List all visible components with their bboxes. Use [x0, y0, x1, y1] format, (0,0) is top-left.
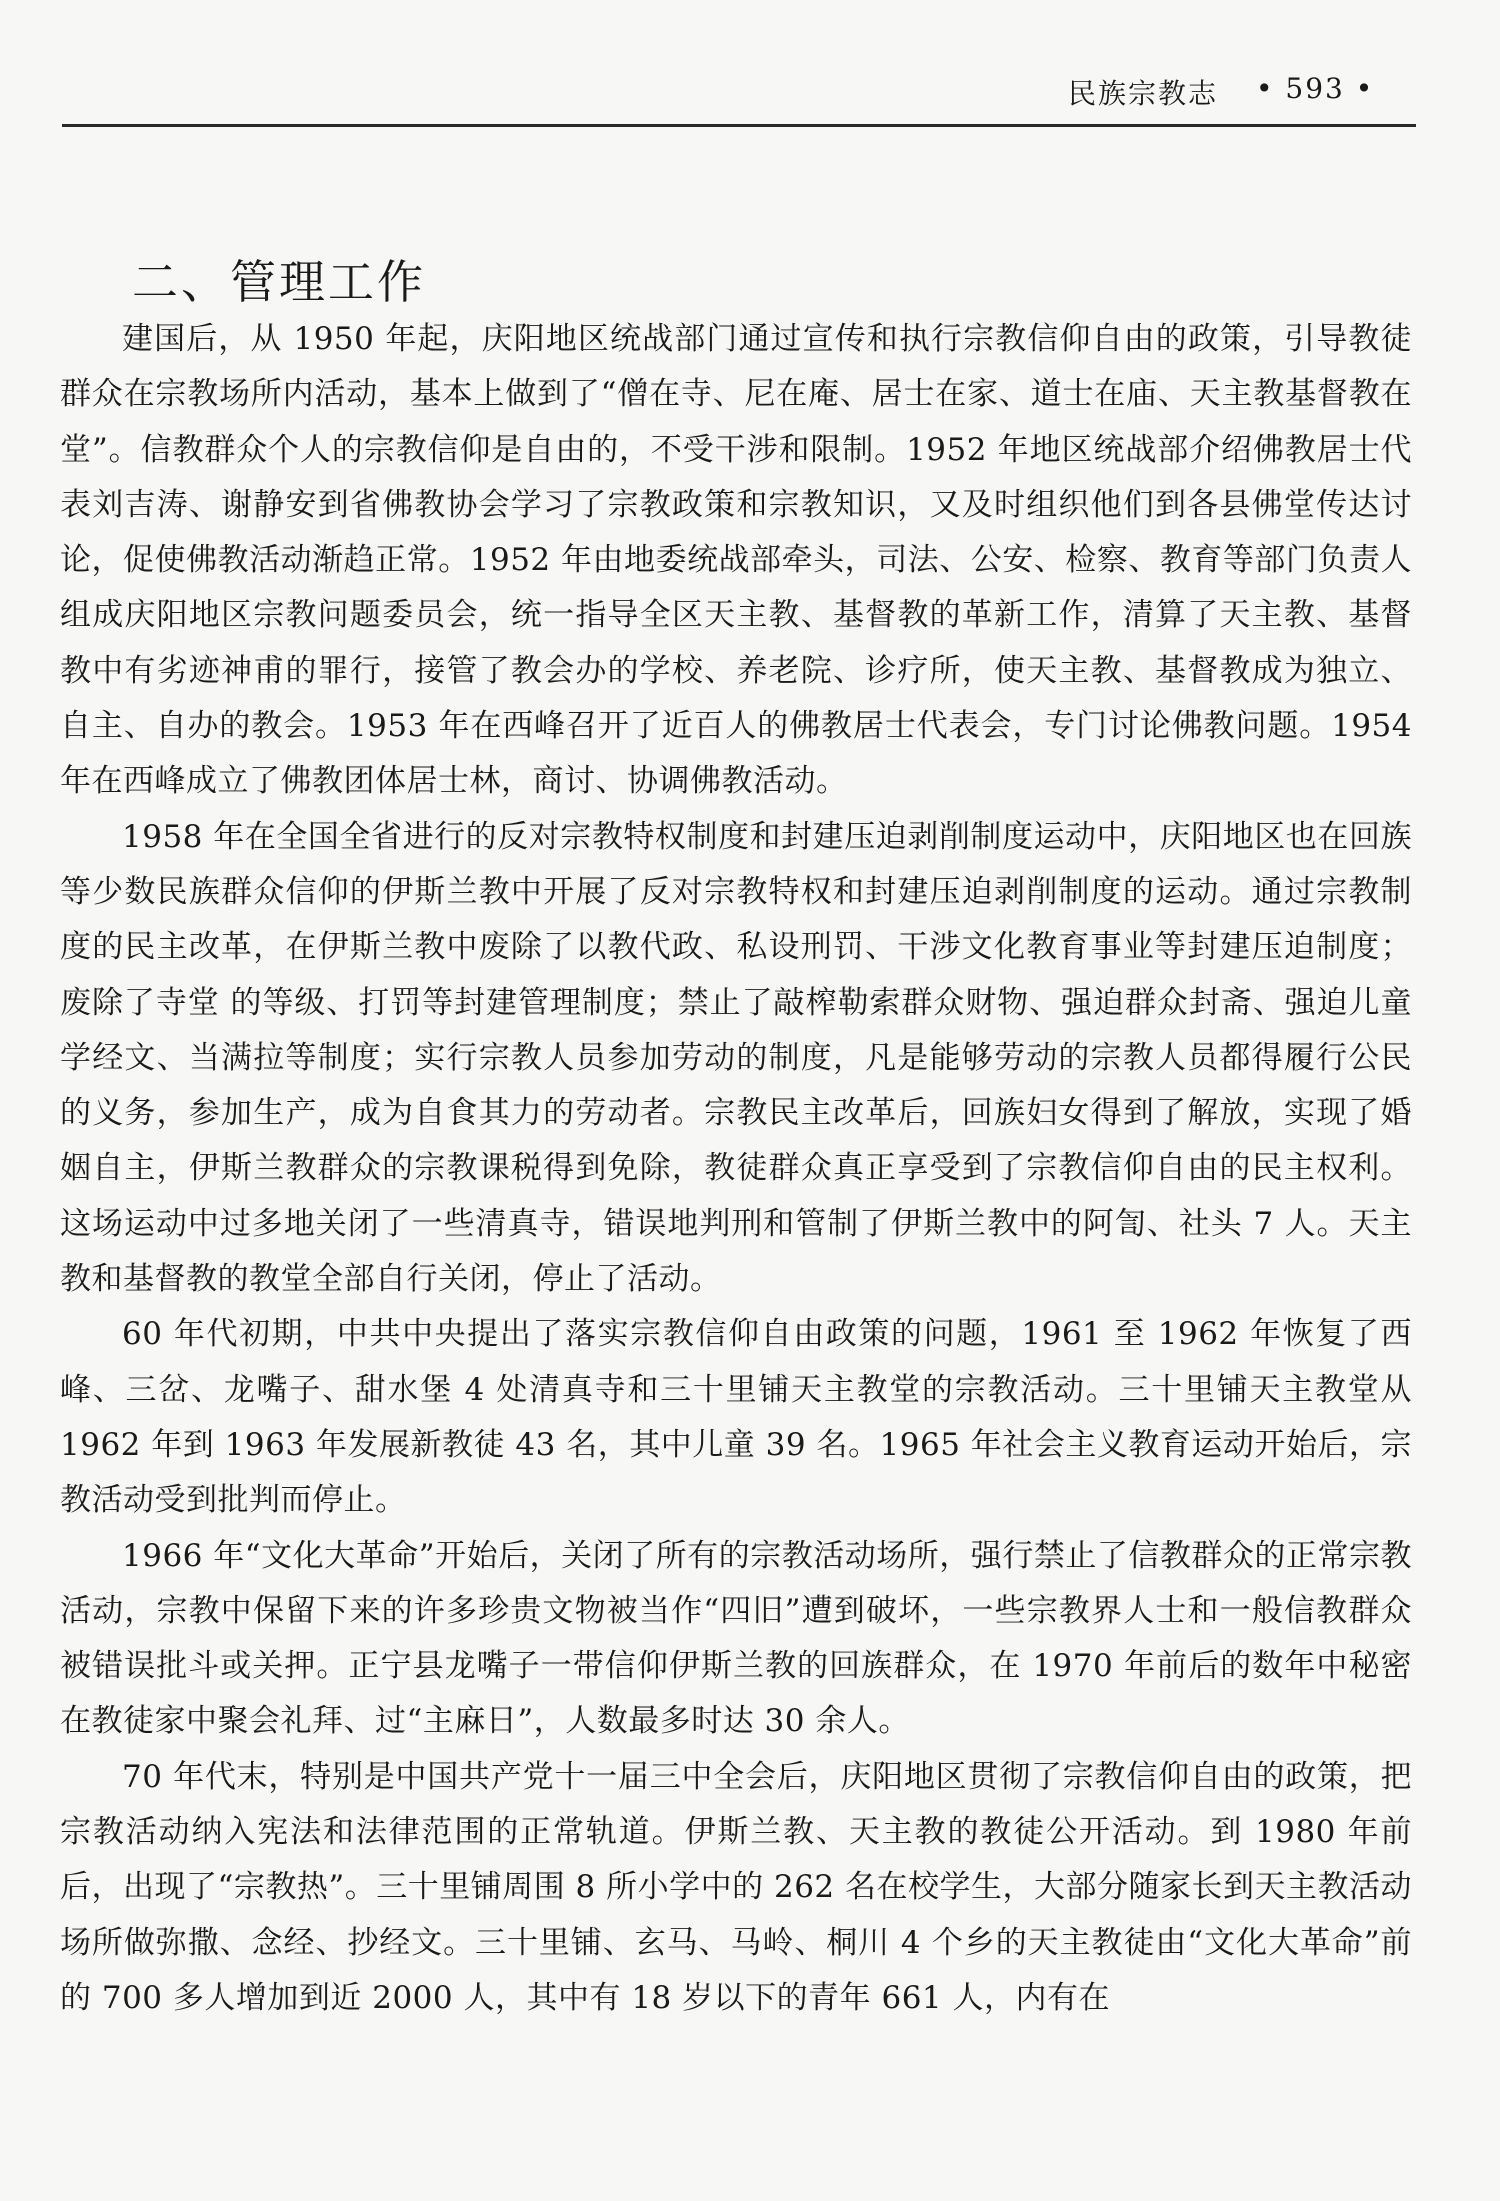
header-rule — [62, 124, 1416, 127]
paragraph-2: 1958 年在全国全省进行的反对宗教特权制度和封建压迫剥削制度运动中，庆阳地区也在回族等少数民族群众信仰的伊斯兰教中开展了反对宗教特权和封建压迫剥削制度的运动。通过宗教制度的民主改革，在伊斯兰教中废除了以教代政、私设刑罚、干涉文化教育事业等封建压迫制度；废除了寺堂 的等级、打罚等封建管理制度；禁止了敲榨勒索群众财物、强迫群众封斋、强迫儿童学经文、当满拉等制度；实行宗教人员参加劳动的制度，凡是能够劳动的宗教人员都得履行公民的义务，参加生产，成为自食其力的劳动者。宗教民主改革后，回族妇女得到了解放，实现了婚姻自主，伊斯兰教群众的宗教课税得到免除，教徒群众真正享受到了宗教信仰自由的民主权利。这场运动中过多地关闭了一些清真寺，错误地判刑和管制了伊斯兰教中的阿訇、社头 7 人。天主教和基督教的教堂全部自行关闭，停止了活动。 — [60, 818, 1412, 1298]
book-title: 民族宗教志 — [1068, 77, 1219, 110]
section-heading: 二、管理工作 — [132, 255, 426, 310]
running-head — [1068, 72, 1408, 112]
paragraph-5: 70 年代末，特别是中国共产党十一届三中全会后，庆阳地区贯彻了宗教信仰自由的政策，把宗教活动纳入宪法和法律范围的正常轨道。伊斯兰教、天主教的教徒公开活动。到 1980 年前后，出现了“宗教热”。三十里铺周围 8 所小学中的 262 名在校学生，大部分随家长到天主教活动场所做弥撒、念经、抄经文。三十里铺、玄马、马岭、桐川 4 个乡的天主教徒由“文化大革命”前的 700 多人增加到近 2000 人，其中有 18 岁以下的青年 661 人，内有在 — [60, 1758, 1413, 2016]
page-number: • 593 • — [1256, 72, 1375, 105]
body-text — [60, 312, 1412, 2026]
paragraph-4: 1966 年“文化大革命”开始后，关闭了所有的宗教活动场所，强行禁止了信教群众的正常宗教活动，宗教中保留下来的许多珍贵文物被当作“四旧”遭到破坏，一些宗教界人士和一般信教群众被错误批斗或关押。正宁县龙嘴子一带信仰伊斯兰教的回族群众，在 1970 年前后的数年中秘密在教徒家中聚会礼拜、过“主麻日”，人数最多时达 30 余人。 — [60, 1537, 1412, 1740]
paragraph-1: 建国后，从 1950 年起，庆阳地区统战部门通过宣传和执行宗教信仰自由的政策，引导教徒群众在宗教场所内活动，基本上做到了“僧在寺、尼在庵、居士在家、道士在庙、天主教基督教在堂”。信教群众个人的宗教信仰是自由的，不受干涉和限制。1952 年地区统战部介绍佛教居士代表刘吉涛、谢静安到省佛教协会学习了宗教政策和宗教知识，又及时组织他们到各县佛堂传达讨论，促使佛教活动渐趋正常。1952 年由地委统战部牵头，司法、公安、检察、教育等部门负责人组成庆阳地区宗教问题委员会，统一指导全区天主教、基督教的革新工作，清算了天主教、基督教中有劣迹神甫的罪行，接管了教会办的学校、养老院、诊疗所，使天主教、基督教成为独立、自主、自办的教会。1953 年在西峰召开了近百人的佛教居士代表会，专门讨论佛教问题。1954 年在西峰成立了佛教团体居士林，商讨、协调佛教活动。 — [60, 321, 1412, 800]
paragraph-3: 60 年代初期，中共中央提出了落实宗教信仰自由政策的问题，1961 至 1962 年恢复了西峰、三岔、龙嘴子、甜水堡 4 处清真寺和三十里铺天主教堂的宗教活动。三十里铺天主教堂从 1962 年到 1963 年发展新教徒 43 名，其中儿童 39 名。1965 年社会主义教育运动开始后，宗教活动受到批判而停止。 — [60, 1316, 1412, 1519]
